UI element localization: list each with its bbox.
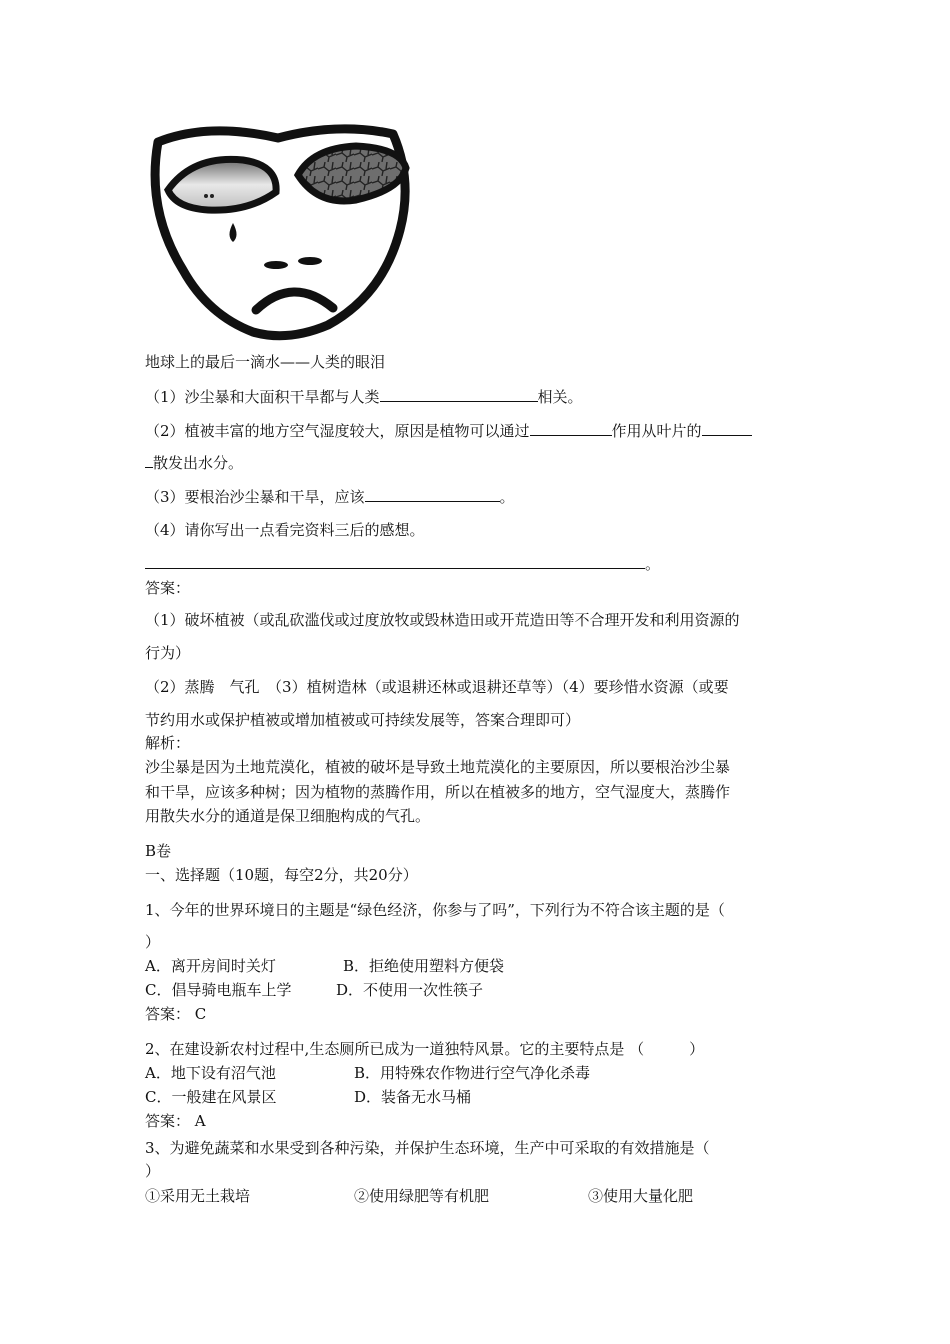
question-2 — [145, 420, 752, 441]
question-1 — [145, 386, 583, 407]
figure-caption: 地球上的最后一滴水——人类的眼泪 — [145, 353, 386, 371]
analysis-text: 沙尘暴是因为土地荒漠化，植被的破坏是导致土地荒漠化的主要原因，所以要根治沙尘暴 — [145, 758, 731, 776]
question-2-continued — [145, 452, 243, 473]
question-3-prefix: （3）要根治沙尘暴和干旱，应该 — [145, 488, 365, 506]
question-4-answer-line — [145, 553, 660, 574]
answer-text: （1）破坏植被（或乱砍滥伐或过度放牧或毁林造田或开荒造田等不合理开发和利用资源的 — [145, 611, 740, 629]
section-heading: 一、选择题（10题，每空2分，共20分） — [145, 866, 418, 884]
question-4: （4）请你写出一点看完资料三后的感想。 — [145, 521, 425, 539]
mc-option: A．地下设有沼气池 — [145, 1064, 276, 1082]
mc-option: C．倡导骑电瓶车上学 — [145, 981, 292, 999]
analysis-text: 和干旱，应该多种树；因为植物的蒸腾作用，所以在植被多的地方，空气湿度大，蒸腾作 — [145, 783, 731, 801]
mc-question-1-stem-cont: ） — [145, 933, 161, 951]
answer-text: 节约用水或保护植被或增加植被或可持续发展等，答案合理即可） — [145, 711, 581, 729]
mc-question-3-stem-cont: ） — [145, 1162, 161, 1180]
mc-question-2-stem: 2、在建设新农村过程中,生态厕所已成为一道独特风景。它的主要特点是 （ ） — [145, 1040, 705, 1058]
mc-option: B．用特殊农作物进行空气净化杀毒 — [354, 1064, 591, 1082]
mc-answer: 答案： C — [145, 1005, 207, 1023]
question-3-suffix: 。 — [499, 488, 515, 506]
question-2-prefix: （2）植被丰富的地方空气湿度较大，原因是植物可以通过 — [145, 422, 530, 440]
mc-option: A．离开房间时关灯 — [145, 957, 276, 975]
mc-option: D．不使用一次性筷子 — [336, 981, 484, 999]
mc-option: C．一般建在风景区 — [145, 1088, 277, 1106]
mc-option: B．拒绝使用塑料方便袋 — [343, 957, 505, 975]
crying-face-icon — [138, 120, 418, 345]
question-3 — [145, 486, 515, 507]
crying-earth-face-illustration — [138, 120, 418, 345]
question-2-cont: 散发出水分。 — [153, 454, 244, 472]
answer-blank[interactable] — [145, 553, 645, 569]
mc-answer: 答案： A — [145, 1112, 206, 1130]
analysis-label: 解析： — [145, 734, 191, 752]
section-title: B卷 — [145, 842, 172, 860]
question-1-suffix: 相关。 — [537, 388, 583, 406]
answer-blank[interactable] — [702, 420, 752, 436]
question-1-prefix: （1）沙尘暴和大面积干旱都与人类 — [145, 388, 380, 406]
mc-option: ①采用无土栽培 — [145, 1187, 251, 1205]
answer-blank[interactable] — [145, 452, 153, 468]
mc-option: D．装备无水马桶 — [354, 1088, 472, 1106]
answer-label: 答案： — [145, 579, 191, 597]
answer-blank[interactable] — [530, 420, 612, 436]
mc-question-1-stem: 1、今年的世界环境日的主题是“绿色经济，你参与了吗”，下列行为不符合该主题的是（ — [145, 901, 725, 919]
question-4-suffix: 。 — [645, 555, 661, 573]
mc-option: ③使用大量化肥 — [588, 1187, 694, 1205]
question-2-middle: 作用从叶片的 — [611, 422, 702, 440]
mc-question-3-stem: 3、为避免蔬菜和水果受到各种污染，并保护生态环境，生产中可采取的有效措施是（ — [145, 1139, 710, 1157]
mc-option: ②使用绿肥等有机肥 — [354, 1187, 490, 1205]
answer-blank[interactable] — [380, 386, 538, 402]
answer-text: （2）蒸腾 气孔 （3）植树造林（或退耕还林或退耕还草等）（4）要珍惜水资源（或要 — [145, 678, 729, 696]
analysis-text: 用散失水分的通道是保卫细胞构成的气孔。 — [145, 807, 431, 825]
answer-blank[interactable] — [365, 486, 500, 502]
answer-text: 行为） — [145, 644, 191, 662]
